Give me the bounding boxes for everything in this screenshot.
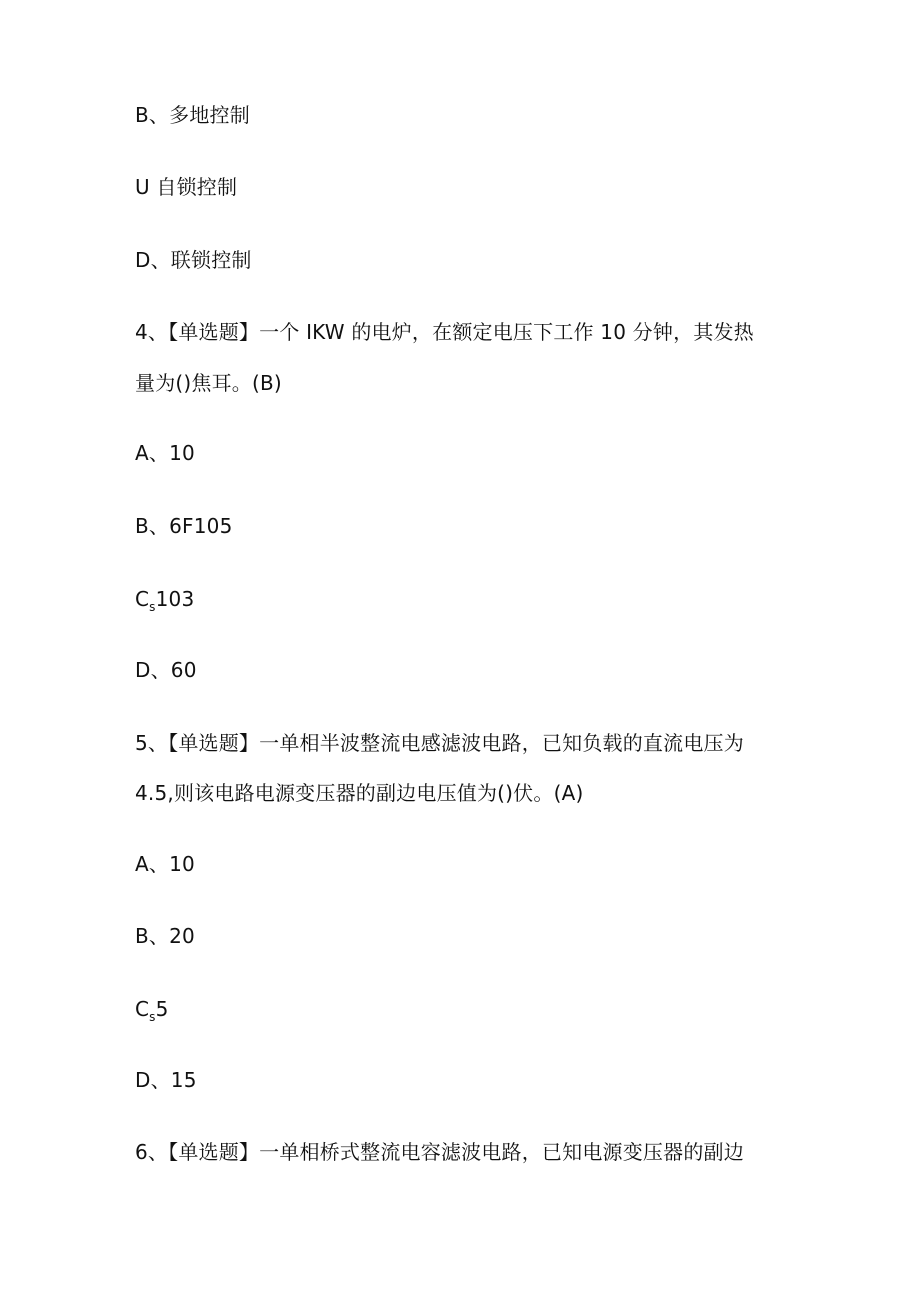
question-4-option-c bbox=[135, 585, 194, 616]
option-d-interlock-control: D、联锁控制 bbox=[135, 248, 252, 272]
question-4-option-a: A、10 bbox=[135, 441, 195, 465]
question-5-option-c bbox=[135, 995, 169, 1026]
option-c-subscript: s bbox=[149, 1010, 156, 1024]
option-c-value: 5 bbox=[155, 997, 169, 1021]
question-4-text-line-1: 4、【单选题】一个 IKW 的电炉，在额定电压下工作 10 分钟，其发热 bbox=[135, 320, 754, 344]
option-c-letter: C bbox=[135, 997, 150, 1021]
question-4-option-d: D、60 bbox=[135, 658, 197, 682]
question-5-option-b: B、20 bbox=[135, 924, 195, 948]
question-5-text-line-2: 4.5,则该电路电源变压器的副边电压值为()伏。(A) bbox=[135, 781, 584, 805]
question-5-text-line-1: 5、【单选题】一单相半波整流电感滤波电路，已知负载的直流电压为 bbox=[135, 731, 744, 755]
option-b-multi-location-control: B、多地控制 bbox=[135, 103, 250, 127]
question-5-option-d: D、15 bbox=[135, 1068, 197, 1092]
option-c-self-lock-control: U 自锁控制 bbox=[135, 175, 238, 199]
question-4-option-b: B、6F105 bbox=[135, 514, 233, 538]
option-c-letter: C bbox=[135, 587, 150, 611]
option-c-value: 103 bbox=[155, 587, 195, 611]
question-4-text-line-2: 量为()焦耳。(B) bbox=[135, 371, 282, 395]
question-6-text-line-1: 6、【单选题】一单相桥式整流电容滤波电路，已知电源变压器的副边 bbox=[135, 1140, 744, 1164]
option-c-subscript: s bbox=[149, 600, 156, 614]
question-5-option-a: A、10 bbox=[135, 852, 195, 876]
